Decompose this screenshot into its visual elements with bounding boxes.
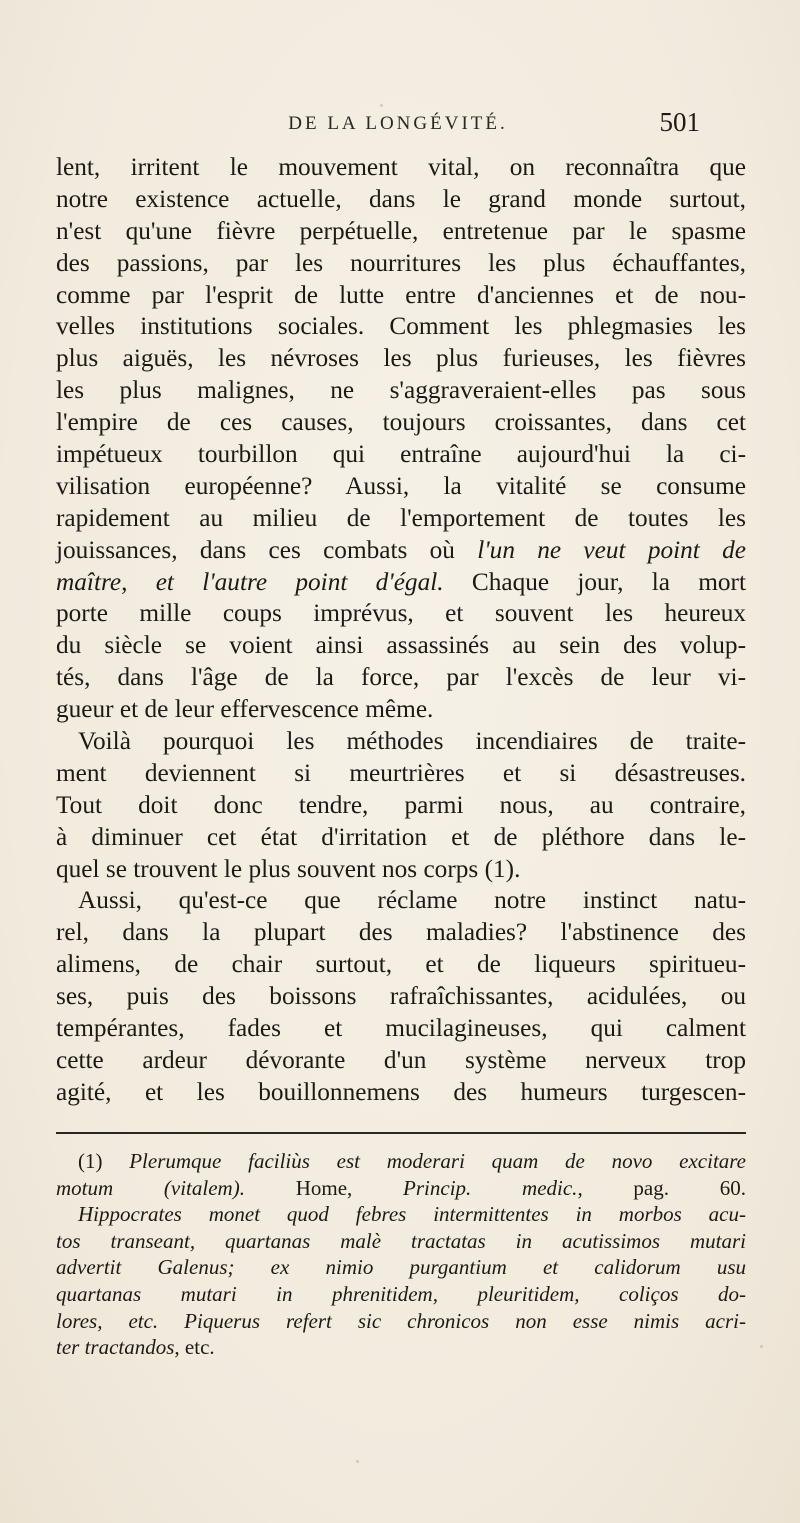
text-line: lent, irritent le mouvement vital, on reconnaîtra que <box>56 153 746 181</box>
text-line: quel se trouvent le plus souvent nos corps (1). <box>56 854 521 883</box>
running-title: DE LA LONGÉVITÉ. <box>288 113 508 134</box>
text-line: ses, puis des boissons rafraîchissantes, acidulées, ou <box>56 982 746 1011</box>
text-line: rel, dans la plupart des maladies? l'abstinence des <box>56 918 746 947</box>
text-line: jouissances, dans ces combats où l'un ne veut point de <box>56 535 746 564</box>
text-line: maître, et l'autre point d'égal. Chaque jour, la mort <box>56 567 746 596</box>
footnote-separator <box>56 1132 746 1134</box>
footnote-line: (1) Plerumque faciliùs est moderari quam de novo excitare <box>78 1149 746 1173</box>
text-line: vilisation européenne? Aussi, la vitalité se consume <box>56 471 746 500</box>
text-line: du siècle se voient ainsi assassinés au sein des volup- <box>56 631 746 660</box>
text-line: cette ardeur dévorante d'un système nerveux trop <box>56 1045 746 1074</box>
text-line: plus aiguës, les névroses les plus furieuses, les fièvres <box>56 344 746 373</box>
text-line: Tout doit donc tendre, parmi nous, au contraire, <box>56 790 746 819</box>
text-line: les plus malignes, ne s'aggraveraient-elles pas sous <box>56 376 746 405</box>
text-line: alimens, de chair surtout, et de liqueurs spiritueu- <box>56 950 746 979</box>
text-line: porte mille coups imprévus, et souvent les heureux <box>56 599 746 628</box>
paper-speck <box>380 104 383 107</box>
footnote-line: ter tractandos, etc. <box>56 1335 215 1360</box>
text-line: tempérantes, fades et mucilagineuses, qui calment <box>56 1014 746 1043</box>
italic-phrase: maître, et l'autre point d'égal. <box>56 567 444 596</box>
main-text <box>56 152 746 1109</box>
text-line: tés, dans l'âge de la force, par l'excès de leur vi- <box>56 663 746 692</box>
italic-phrase: l'un ne veut point de <box>477 535 746 564</box>
text-line: à diminuer cet état d'irritation et de pléthore dans le- <box>56 822 746 851</box>
footnote-line: tos transeant, quartanas malè tractatas in acutissimos mutari <box>56 1228 746 1253</box>
text-line: agité, et les bouillonnemens des humeurs turgescen- <box>56 1077 746 1106</box>
running-head <box>96 107 700 143</box>
footnote-line: lores, etc. Piquerus refert sic chronicos non esse nimis acri- <box>56 1308 746 1333</box>
text-line: n'est qu'une fièvre perpétuelle, entretenue par le spasme <box>56 216 746 245</box>
text-line: notre existence actuelle, dans le grand monde surtout, <box>56 184 746 213</box>
text-line: comme par l'esprit de lutte entre d'anciennes et de nou- <box>56 280 746 309</box>
text-line: Aussi, qu'est-ce que réclame notre instinct natu- <box>78 886 746 915</box>
footnote-line: advertit Galenus; ex nimio purgantium et calidorum usu <box>56 1255 746 1280</box>
paper-speck <box>356 1460 359 1463</box>
footnote-line: motum (vitalem). Home, Princip. medic., pag. 60. <box>56 1175 747 1200</box>
text-line: Voilà pourquoi les méthodes incendiaires de traite- <box>78 727 746 756</box>
text-line: l'empire de ces causes, toujours croissantes, dans cet <box>56 408 746 437</box>
text-line: gueur et de leur effervescence même. <box>56 695 434 724</box>
page-number: 501 <box>659 107 700 137</box>
text-line: velles institutions sociales. Comment les phlegmasies les <box>56 312 746 341</box>
paper-speck <box>760 1345 763 1348</box>
footnote-line: quartanas mutari in phrenitidem, pleuritidem, coliços do- <box>56 1281 746 1306</box>
text-line: rapidement au milieu de l'emportement de toutes les <box>56 503 746 532</box>
text-line: impétueux tourbillon qui entraîne aujourd'hui la ci- <box>56 440 746 469</box>
footnote-line: Hippocrates monet quod febres intermittentes in morbos acu- <box>78 1202 746 1227</box>
footnotes <box>56 1148 746 1361</box>
text-line: ment deviennent si meurtrières et si désastreuses. <box>56 758 746 787</box>
text-line: des passions, par les nourritures les plus échauffantes, <box>56 248 746 277</box>
